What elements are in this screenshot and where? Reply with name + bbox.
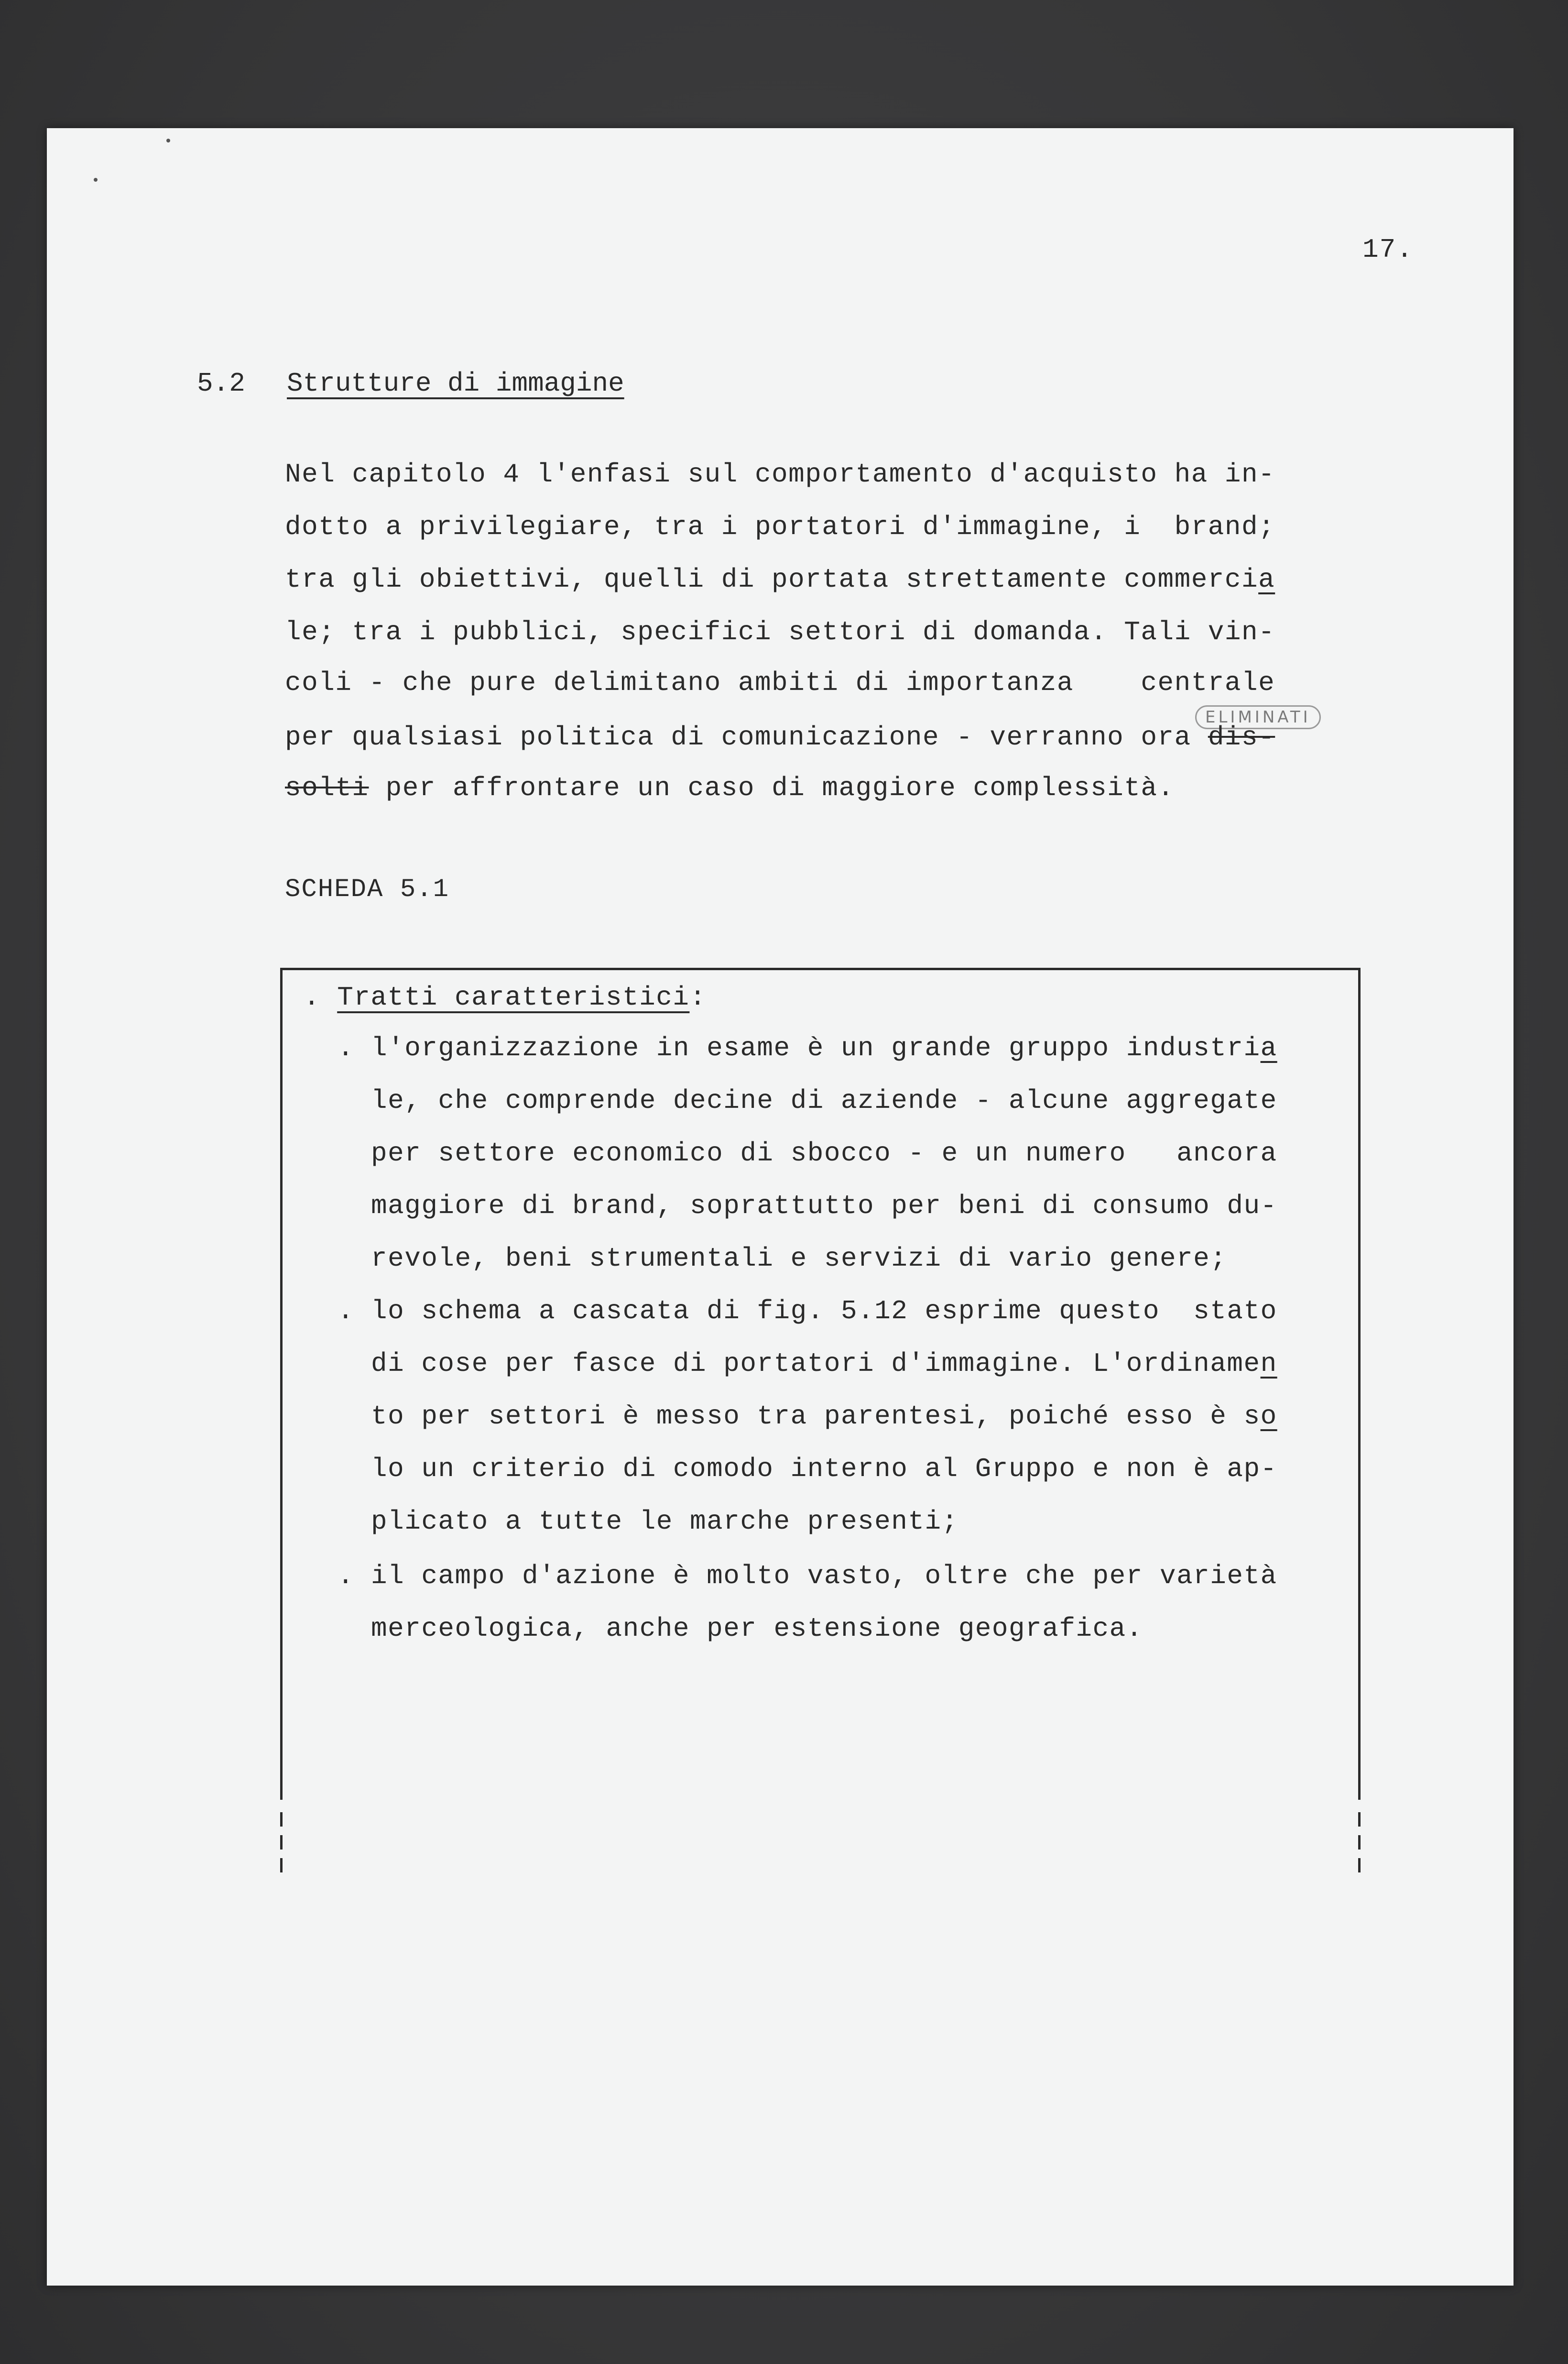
box-heading: . Tratti caratteristici: [304,982,707,1013]
box-right-border [1358,968,1361,1800]
section-number: 5.2 [197,368,245,399]
list-bullet: . [338,1033,354,1063]
paragraph-line: dotto a privilegiare, tra i portatori d'immagine, i brand; [285,512,1275,542]
list-item-line: di cose per fasce di portatori d'immagine. L'ordinamen [371,1348,1277,1379]
list-item-line: plicato a tutte le marche presenti; [371,1506,958,1537]
box-top-border [280,968,1361,970]
paragraph-line: tra gli obiettivi, quelli di portata strettamente commercia [285,564,1275,595]
list-item-line: lo schema a cascata di fig. 5.12 esprime questo stato [371,1296,1277,1326]
list-bullet: . [338,1561,354,1591]
section-title: Strutture di immagine [287,368,624,399]
box-dash [280,1812,283,1827]
list-bullet: . [338,1296,354,1326]
paper-speck [166,139,170,142]
paragraph-line: solti per affrontare un caso di maggiore complessità. [285,773,1175,803]
list-item-line: lo un criterio di comodo interno al Gruppo e non è ap- [371,1454,1277,1484]
list-item-line: le, che comprende decine di aziende - alcune aggregate [371,1085,1277,1116]
list-item-line: l'organizzazione in esame è un grande gruppo industria [371,1033,1277,1063]
paragraph-line: le; tra i pubblici, specifici settori di domanda. Tali vin- [285,617,1275,647]
box-dash [280,1835,283,1850]
page-number: 17. [1362,234,1414,265]
box-left-border [280,968,283,1800]
list-item-line: to per settori è messo tra parentesi, poiché esso è so [371,1401,1277,1432]
scheda-label: SCHEDA 5.1 [285,875,450,904]
list-item-line: merceologica, anche per estensione geografica. [371,1613,1143,1644]
paragraph-line: Nel capitolo 4 l'enfasi sul comportamento d'acquisto ha in- [285,459,1275,490]
struck-word: solti [285,773,369,803]
handwritten-correction: ELIMINATI [1195,705,1321,729]
list-item-line: per settore economico di sbocco - e un numero ancora [371,1138,1277,1169]
box-dash [1358,1858,1361,1872]
list-item-line: il campo d'azione è molto vasto, oltre che per varietà [371,1561,1277,1591]
box-dash [1358,1835,1361,1850]
paragraph-line: per qualsiasi politica di comunicazione - verranno ora dis- [285,722,1275,753]
list-item-line: maggiore di brand, soprattutto per beni di consumo du- [371,1191,1277,1221]
box-dash [1358,1812,1361,1827]
paragraph-line: coli - che pure delimitano ambiti di importanza centrale [285,668,1275,698]
list-item-line: revole, beni strumentali e servizi di vario genere; [371,1243,1227,1274]
struck-word: dis- [1208,722,1275,753]
paper-speck [94,178,98,182]
box-dash [280,1858,283,1872]
